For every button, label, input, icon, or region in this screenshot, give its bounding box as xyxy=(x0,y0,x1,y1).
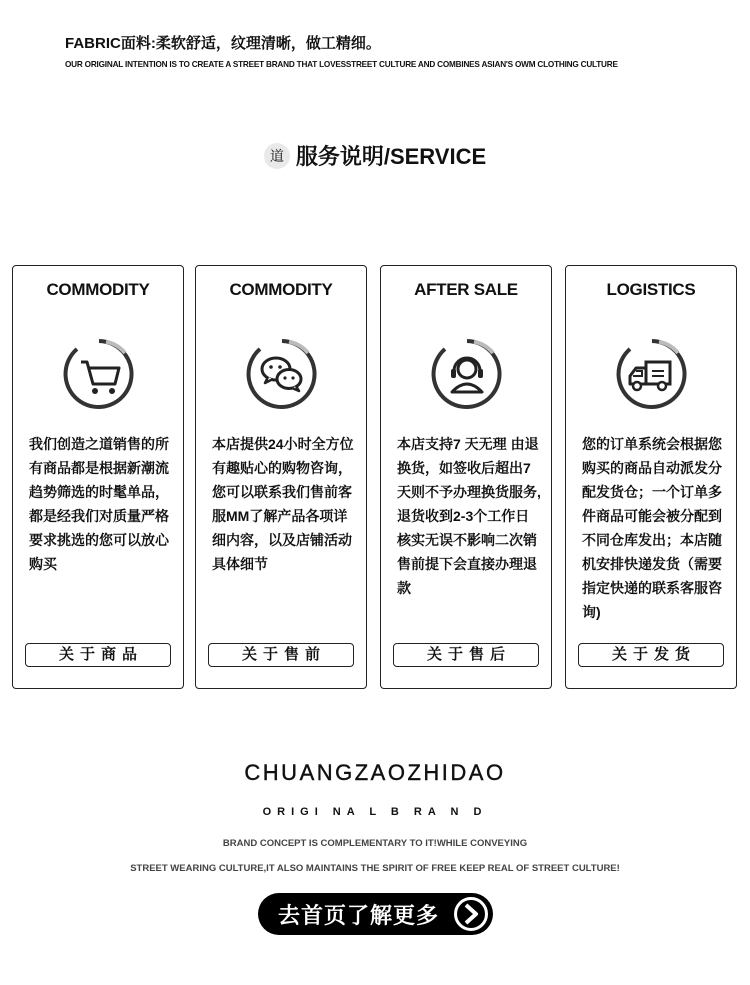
customer-service-icon xyxy=(431,338,503,410)
fabric-title: FABRIC面料:柔软舒适，纹理清晰，做工精细。 xyxy=(65,35,381,52)
card-description: 本店提供24小时全方位有趣贴心的购物咨询，您可以联系我们售前客服MM了解产品各项详细内容，以及店铺活动具体细节 xyxy=(212,436,354,572)
card-description: 本店支持7 天无理 由退换货，如签收后超出7天则不予办理换货服务,退货收到2-3个工作日核实无误不影响二次销售前提下会直接办理退款 xyxy=(397,436,541,596)
card-title: AFTER SALE xyxy=(414,280,518,299)
service-heading xyxy=(0,140,750,171)
about-shipping-button[interactable]: 关于发货 xyxy=(578,643,724,667)
card-description: 我们创造之道销售的所有商品都是根据新潮流趋势筛选的时髦单品，都是经我们对质量严格要求挑选的您可以放心购买 xyxy=(29,436,169,572)
card-title: LOGISTICS xyxy=(606,280,696,299)
about-after-sale-button[interactable]: 关于售后 xyxy=(393,643,539,667)
brand-concept-line: STREET WEARING CULTURE,IT ALSO MAINTAINS THE SPIRIT OF FREE KEEP REAL OF STREET CULTURE! xyxy=(130,863,620,874)
card-description: 您的订单系统会根据您购买的商品自动派发分配发货仓；一个订单多件商品可能会被分配到不同仓库发出；本店随机安排快递发货（需要指定快递的联系客服咨询) xyxy=(582,436,722,620)
about-presale-button[interactable]: 关于售前 xyxy=(208,643,354,667)
brand-tagline: ORIGI NA L B RA N D xyxy=(262,806,488,818)
service-card-logistics xyxy=(565,265,737,689)
brand-seal-icon: 道 xyxy=(264,143,290,169)
card-title: COMMODITY xyxy=(229,280,333,299)
service-card-after-sale xyxy=(380,265,552,689)
card-title: COMMODITY xyxy=(46,280,150,299)
service-title: 服务说明/SERVICE xyxy=(295,144,487,169)
about-products-button[interactable]: 关于商品 xyxy=(25,643,171,667)
shopping-cart-icon xyxy=(63,338,135,410)
fabric-subtitle: OUR ORIGINAL INTENTION IS TO CREATE A STREET BRAND THAT LOVESSTREET CULTURE AND COMBINES ASIAN'S OWM CLOTHING CULTURE xyxy=(65,60,618,69)
wechat-icon xyxy=(246,338,318,410)
service-card-presale xyxy=(195,265,367,689)
delivery-truck-icon xyxy=(616,338,688,410)
go-home-label: 去首页了解更多 xyxy=(278,902,440,928)
service-card-commodity xyxy=(12,265,184,689)
brand-name: CHUANGZAOZHIDAO xyxy=(244,760,506,785)
arrow-right-circle-icon xyxy=(453,896,489,932)
go-home-button[interactable] xyxy=(258,893,493,935)
brand-concept-line: BRAND CONCEPT IS COMPLEMENTARY TO IT!WHILE CONVEYING xyxy=(222,838,528,849)
